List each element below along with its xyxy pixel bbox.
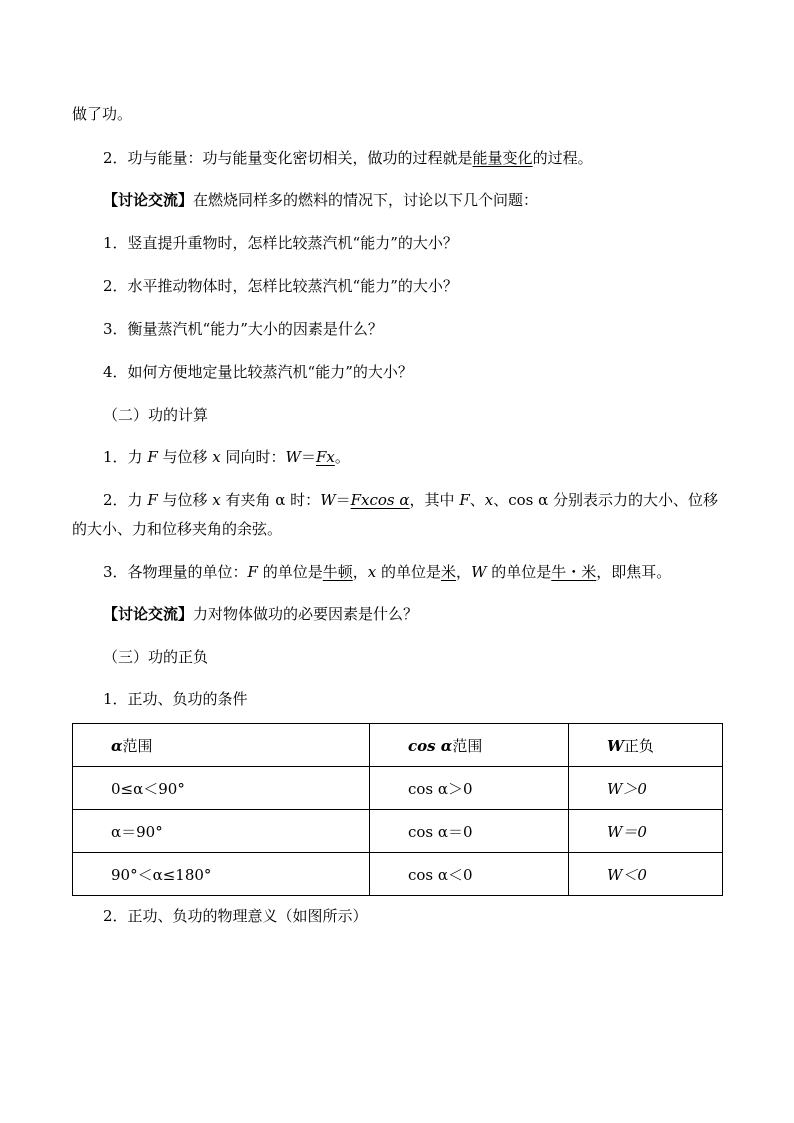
symbol-F: F — [459, 491, 470, 509]
section-2-title: （二）功的计算 — [103, 406, 209, 424]
blank-meter: 米 — [441, 563, 457, 581]
discussion-text: 在燃烧同样多的燃料的情况下，讨论以下几个问题： — [193, 191, 539, 209]
calc-2-text: ，其中 — [409, 491, 460, 509]
header-w-sign — [569, 724, 723, 767]
calc-3-text: ， — [352, 563, 368, 581]
table-caption-text: 1．正功、负功的条件 — [103, 690, 248, 708]
paragraph-work-energy — [103, 148, 593, 168]
period: 。 — [334, 448, 350, 466]
calc-1-text: 同向时： — [220, 448, 286, 466]
question-3-text: 3．衡量蒸汽机“能力”大小的因素是什么？ — [103, 320, 383, 338]
discussion-tag: 【讨论交流】 — [103, 191, 194, 209]
question-4-text: 4．如何方便地定量比较蒸汽机“能力”的大小？ — [103, 363, 413, 381]
table-caption — [103, 689, 248, 709]
calc-2-text-line2: 的大小、力和位移夹角的余弦。 — [72, 520, 283, 538]
work-energy-text-end: 的过程。 — [532, 149, 593, 167]
calc-3-text: 的单位是 — [376, 563, 442, 581]
blank-newton-meter: 牛・米 — [551, 563, 597, 581]
header-alpha-range — [73, 724, 370, 767]
symbol-x: x — [484, 491, 494, 509]
table-cell: W＜0 — [569, 853, 723, 896]
table-cell: 90°＜α≤180° — [73, 853, 370, 896]
table-row — [73, 853, 723, 896]
table-cell: α＝90° — [73, 810, 370, 853]
question-4 — [103, 362, 413, 382]
calc-3-text: ，即焦耳。 — [596, 563, 672, 581]
blank-newton: 牛顿 — [322, 563, 353, 581]
table-cell: W＝0 — [569, 810, 723, 853]
calc-3-text: ， — [456, 563, 472, 581]
header-text: 范围 — [452, 736, 483, 755]
symbol-x: x — [367, 563, 377, 581]
symbol-W: W — [320, 491, 336, 509]
question-1 — [103, 233, 458, 253]
header-text: 范围 — [122, 736, 153, 755]
symbol-F: F — [147, 448, 158, 466]
symbol-F: F — [147, 491, 158, 509]
calc-3-text: 3．各物理量的单位： — [103, 563, 248, 581]
figure-caption — [103, 906, 368, 926]
table-cell: cos α＝0 — [370, 810, 569, 853]
table-cell: W＞0 — [569, 767, 723, 810]
symbol-W: W — [285, 448, 301, 466]
work-sign-table — [72, 723, 723, 896]
equals-sign: ＝ — [335, 491, 351, 509]
section-3-title: （三）功的正负 — [103, 648, 209, 666]
work-energy-text: 2．功与能量：功与能量变化密切相关，做功的过程就是 — [103, 149, 473, 167]
header-symbol: α — [111, 736, 123, 755]
question-1-text: 1．竖直提升重物时，怎样比较蒸汽机“能力”的大小？ — [103, 234, 458, 252]
continuation-text: 做了功。 — [72, 105, 133, 123]
question-2 — [103, 276, 458, 296]
calc-2-text: 有夹角 α 时： — [220, 491, 321, 509]
discussion-text: 力对物体做功的必要因素是什么？ — [193, 605, 419, 623]
table-cell: cos α＞0 — [370, 767, 569, 810]
header-cos-range — [370, 724, 569, 767]
symbol-W: W — [471, 563, 487, 581]
symbol-x: x — [212, 448, 221, 466]
calc-1-text: 与位移 — [157, 448, 213, 466]
header-symbol: W — [607, 736, 624, 755]
calc-2-text: 与位移 — [157, 491, 213, 509]
discussion-2 — [103, 604, 418, 624]
table-header-row — [73, 724, 723, 767]
symbol-F: F — [247, 563, 258, 581]
blank-energy-change: 能量变化 — [472, 149, 533, 167]
calc-3-text: 的单位是 — [486, 563, 552, 581]
calc-item-1 — [103, 447, 350, 467]
question-2-text: 2．水平推动物体时，怎样比较蒸汽机“能力”的大小？ — [103, 277, 458, 295]
figure-caption-text: 2．正功、负功的物理意义（如图所示） — [103, 907, 368, 925]
table-cell: cos α＜0 — [370, 853, 569, 896]
calc-3-text: 的单位是 — [257, 563, 323, 581]
header-text: 正负 — [623, 736, 654, 755]
blank-Fx: Fx — [315, 448, 335, 466]
section-heading-calc — [103, 405, 208, 425]
calc-1-text: 1．力 — [103, 448, 148, 466]
calc-2-text: 2．力 — [103, 491, 148, 509]
discussion-tag: 【讨论交流】 — [103, 605, 194, 623]
section-heading-sign — [103, 647, 208, 667]
header-symbol: cos α — [408, 736, 453, 755]
table-row — [73, 810, 723, 853]
symbol-x: x — [212, 491, 221, 509]
calc-2-text: 、cos α 分别表示力的大小、位移 — [493, 491, 719, 509]
question-3 — [103, 319, 383, 339]
calc-item-2-line2 — [72, 519, 282, 539]
calc-item-3 — [103, 562, 671, 582]
blank-Fxcos: Fxcos α — [350, 491, 410, 509]
discussion-1 — [103, 190, 538, 210]
paragraph-continuation — [72, 104, 132, 124]
calc-item-2 — [103, 490, 718, 510]
equals-sign: ＝ — [300, 448, 316, 466]
calc-2-text: 、 — [469, 491, 485, 509]
table-cell: 0≤α＜90° — [73, 767, 370, 810]
table-row — [73, 767, 723, 810]
